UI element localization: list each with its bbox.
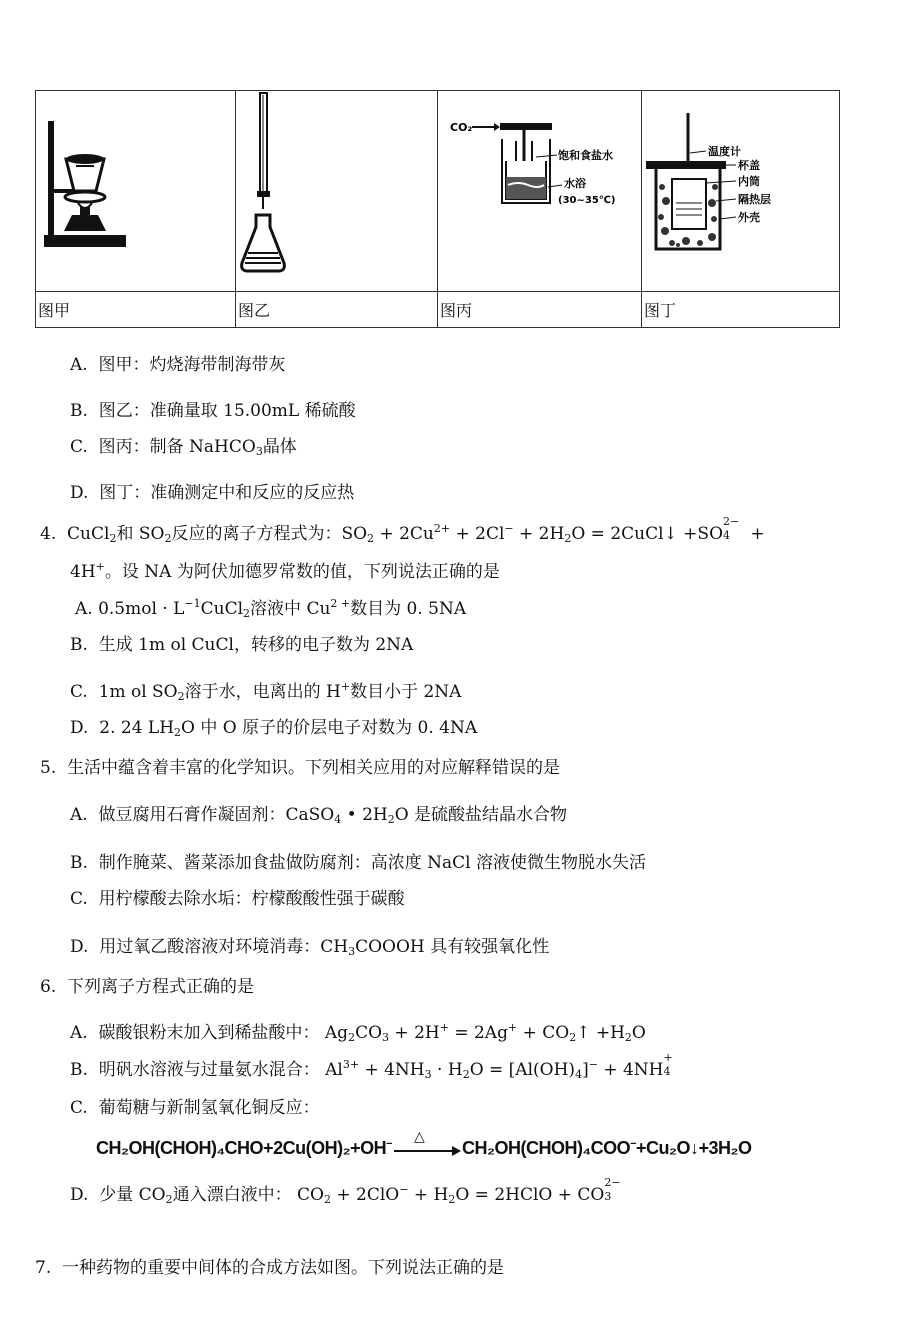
q5-option-c: C. 用柠檬酸去除水垢：柠檬酸酸性强于碳酸 — [70, 889, 405, 909]
q6-option-d: D. 少量 $CO_2$通入漂白液中： $CO_2 + 2ClO^- + H_2O$ = 2HClO + CO 2− 3 — [70, 1176, 621, 1206]
figure-jia-cell — [36, 91, 236, 292]
q6-stem: 6. 下列离子方程式正确的是 — [40, 977, 255, 997]
figure-ding-shell-label: 外壳 — [738, 211, 760, 224]
q6-option-b: B. 明矾水溶液与过量氨水混合： $Al^{3+} + 4NH_3 \cdot H_2O = [Al(OH)_4]^- + 4NH$ + 4 — [70, 1051, 673, 1081]
figure-bing-image — [438, 91, 641, 286]
figure-bing-temp-label: (30~35℃) — [558, 195, 616, 206]
q4-option-c: C. 1m ol $SO_2$溶于水，电离出的 H+数目小于 2NA — [70, 680, 462, 703]
figure-ding-thermometer-label: 温度计 — [708, 145, 741, 158]
figure-jia-image — [36, 91, 235, 286]
q5-option-a: A. 做豆腐用石膏作凝固剂：CaSO$_4$ • $2H_2O$ 是硫酸盐结晶水合物 — [70, 805, 568, 826]
reaction-arrow-icon: △ — [392, 1140, 462, 1158]
q3-option-a: A. 图甲：灼烧海带制海带灰 — [70, 355, 286, 375]
figure-yi-caption: 图乙 — [236, 292, 438, 328]
figure-bing-bath-label: 水浴 — [564, 177, 586, 190]
q5-option-d: D. 用过氧乙酸溶液对环境消毒：$CH_3COOOH$ 具有较强氧化性 — [70, 937, 550, 958]
q5-option-b: B. 制作腌菜、酱菜添加食盐做防腐剂：高浓度 NaCl 溶液使微生物脱水失活 — [70, 853, 646, 873]
figure-ding-cell — [642, 91, 840, 292]
q3-option-d: D. 图丁：准确测定中和反应的反应热 — [70, 483, 355, 503]
q4-stem-line1: 4. CuCl$_2$和 $SO_2$反应的离子方程式为：$SO_2 + 2Cu^{2+} + 2Cl^- + 2H_2O$ = 2CuCl↓ +SO 2− 4 + — [40, 515, 765, 545]
figure-bing-cell — [438, 91, 642, 292]
q6-option-c-equation: CH₂OH(CHOH)₄CHO+2Cu(OH)₂+OH− △ CH₂OH(CHOH)₄COO−+Cu₂O↓+3H₂O — [96, 1128, 752, 1158]
q6-option-c: C. 葡萄糖与新制氢氧化铜反应： — [70, 1098, 320, 1118]
q4-option-d: D. 2. 24 $LH_2O$ 中 O 原子的价层电子对数为 0. 4NA — [70, 718, 478, 739]
q7-stem: 7. 一种药物的重要中间体的合成方法如图。下列说法正确的是 — [35, 1258, 505, 1278]
q6-option-a: A. 碳酸银粉末加入到稀盐酸中： $Ag_2CO_3 + 2H^+ = 2Ag^+$ + $CO_2↑ +H_2O$ — [70, 1021, 646, 1044]
figure-ding-insulation-label: 隔热层 — [738, 193, 771, 206]
figure-yi-cell — [236, 91, 438, 292]
figure-jia-caption: 图甲 — [36, 292, 236, 328]
figure-bing-liquid-label: 饱和食盐水 — [558, 149, 613, 162]
figure-ding-inner-label: 内筒 — [738, 175, 760, 188]
q3-option-b: B. 图乙：准确量取 15.00mL 稀硫酸 — [70, 401, 356, 421]
q4-stem-line2: 4H+。设 NA 为阿伏加德罗常数的值，下列说法正确的是 — [70, 560, 500, 582]
figure-ding-lid-label: 杯盖 — [738, 159, 760, 172]
figure-bing-caption: 图丙 — [438, 292, 642, 328]
q3-option-c: C. 图丙：制备 NaHCO$_3$晶体 — [70, 437, 297, 458]
q4-option-b: B. 生成 1m ol CuCl，转移的电子数为 2NA — [70, 635, 414, 655]
q5-stem: 5. 生活中蕴含着丰富的化学知识。下列相关应用的对应解释错误的是 — [40, 758, 561, 778]
figure-ding-image — [642, 91, 839, 286]
q4-option-a: A. $0.5mol \cdot L^{-1}CuCl_2$溶液中 $Cu^{2 +}$数目为 0. 5NA — [75, 597, 467, 620]
figure-yi-image — [236, 91, 437, 286]
figure-ding-caption: 图丁 — [642, 292, 840, 328]
figure-table — [35, 90, 840, 328]
figure-bing-gas-label: CO₂ — [450, 121, 473, 134]
